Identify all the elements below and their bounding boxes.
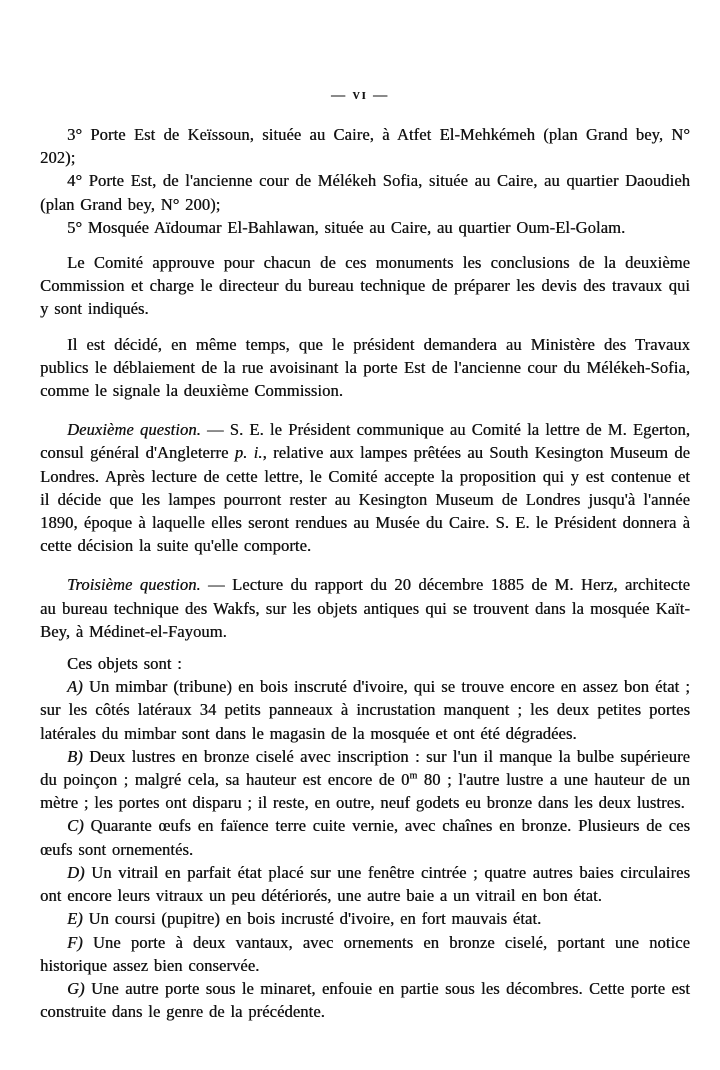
question-3-dash: —: [200, 575, 233, 595]
page-number: — vi —: [330, 88, 390, 103]
question-2-abbrev-pi: p. i.: [234, 443, 263, 463]
object-item-f: [40, 931, 690, 977]
object-letter-a: A): [67, 677, 83, 697]
question-2-paragraph: [40, 418, 690, 557]
question-2-text: S. E. le Président communique au Comité la lettre de M. Egerton, consul général d'Angleterre: [40, 420, 690, 463]
object-text-c: Quarante œufs en faïence terre cuite vernie, avec chaînes en bronze. Plusieurs de ces œufs sont ornementés.: [40, 816, 690, 859]
object-text-b: Deux lustres en bronze ciselé avec inscription : sur l'un il manque la bulbe supérieure du poinçon ; malgré cela, sa hauteur est encore de 0: [40, 746, 690, 790]
object-item-e: [40, 907, 690, 930]
question-3-paragraph: [40, 573, 690, 643]
object-text-g: Une autre porte sous le minaret, enfouie en partie sous les décombres. Cette porte est construite dans le genre de la précédente.: [40, 978, 690, 1022]
object-text-a: Un mimbar (tribune) en bois inscruté d'ivoire, qui se trouve encore en assez bon état ; sur les côtés latéraux 34 petits panneaux à incrustation manquent ; les deux petites portes latérales du mimbar sont dans le magasin de la mosquée et ont été dégradées.: [40, 677, 690, 743]
object-text-d: Un vitrail en parfait état placé sur une fenêtre cintrée ; quatre autres baies circulaires ont encore leurs vitraux un peu détériorés, une autre baie a un vitrail en bon état.: [40, 862, 690, 906]
object-b-metre-superscript: m: [409, 770, 418, 782]
question-3-text: Lecture du rapport du 20 décembre 1885 de M. Herz, architecte au bureau technique des Wakfs, sur les objets antiques qui se trouvent dans la mosquée Kaït-Bey, à Médinet-el-Fayoum.: [40, 575, 691, 641]
objects-intro: Ces objets sont :: [67, 654, 182, 674]
paragraph-ministry-request: Il est décidé, en même temps, que le président demandera au Ministère des Travaux publics le déblaiement de la rue avoisinant la porte Est de l'ancienne cour du Mélékeh-Sofia, comme le signale la deuxième Commission.: [40, 334, 690, 401]
question-2-text-cont: , relative aux lampes prêtées au South Kesington Museum de Londres. Après lecture de cette lettre, le Comité accepte la proposition qui y est contenue et il décide que les lampes pourront rester au Kesington Museum de Londres jusqu'à l'année 1890, époque à laquelle elles seront rendues au Musée du Caire. S. E. le Président donnera à cette décision la suite qu'elle comporte.: [40, 443, 690, 556]
object-text-e: Un coursi (pupitre) en bois incrusté d'ivoire, en fort mauvais état.: [88, 909, 542, 929]
object-letter-c: C): [67, 816, 84, 836]
object-item-a: [40, 675, 690, 745]
monument-item-4: 4° Porte Est, de l'ancienne cour de Mélékeh Sofia, située au Caire, au quartier Daoudieh (plan Grand bey, N° 200);: [40, 171, 690, 214]
object-item-b: [40, 745, 690, 815]
page-body: [40, 123, 690, 1023]
question-2-title: Deuxième question.: [67, 420, 201, 440]
object-letter-d: D): [67, 862, 85, 882]
object-letter-e: E): [67, 909, 83, 929]
object-text-b-cont: 80 ; l'autre lustre a une hauteur de un mètre ; les portes ont disparu ; il reste, en outre, neuf godets eu bronze dans les deux lustres.: [40, 770, 690, 813]
object-item-c: [40, 814, 690, 860]
object-letter-f: F): [67, 932, 83, 952]
monument-item-5: 5° Mosquée Aïdoumar El-Bahlawan, située au Caire, au quartier Oum-El-Golam.: [67, 217, 626, 237]
monument-item-3: 3° Porte Est de Keïssoun, située au Caire, à Atfet El-Mehkémeh (plan Grand bey, N° 202);: [40, 125, 690, 168]
object-item-g: [40, 977, 690, 1023]
question-2-dash: —: [200, 420, 230, 440]
question-3-title: Troisième question.: [67, 575, 201, 595]
object-item-d: [40, 861, 690, 907]
object-letter-g: G): [67, 978, 85, 998]
paragraph-committee-approval: Le Comité approuve pour chacun de ces monuments les conclusions de la deuxième Commission et charge le directeur du bureau technique de préparer les devis des travaux qui y sont indiqués.: [40, 253, 690, 319]
object-letter-b: B): [67, 746, 83, 766]
object-text-f: Une porte à deux vantaux, avec ornements en bronze ciselé, portant une notice historique assez bien conservée.: [40, 932, 690, 975]
